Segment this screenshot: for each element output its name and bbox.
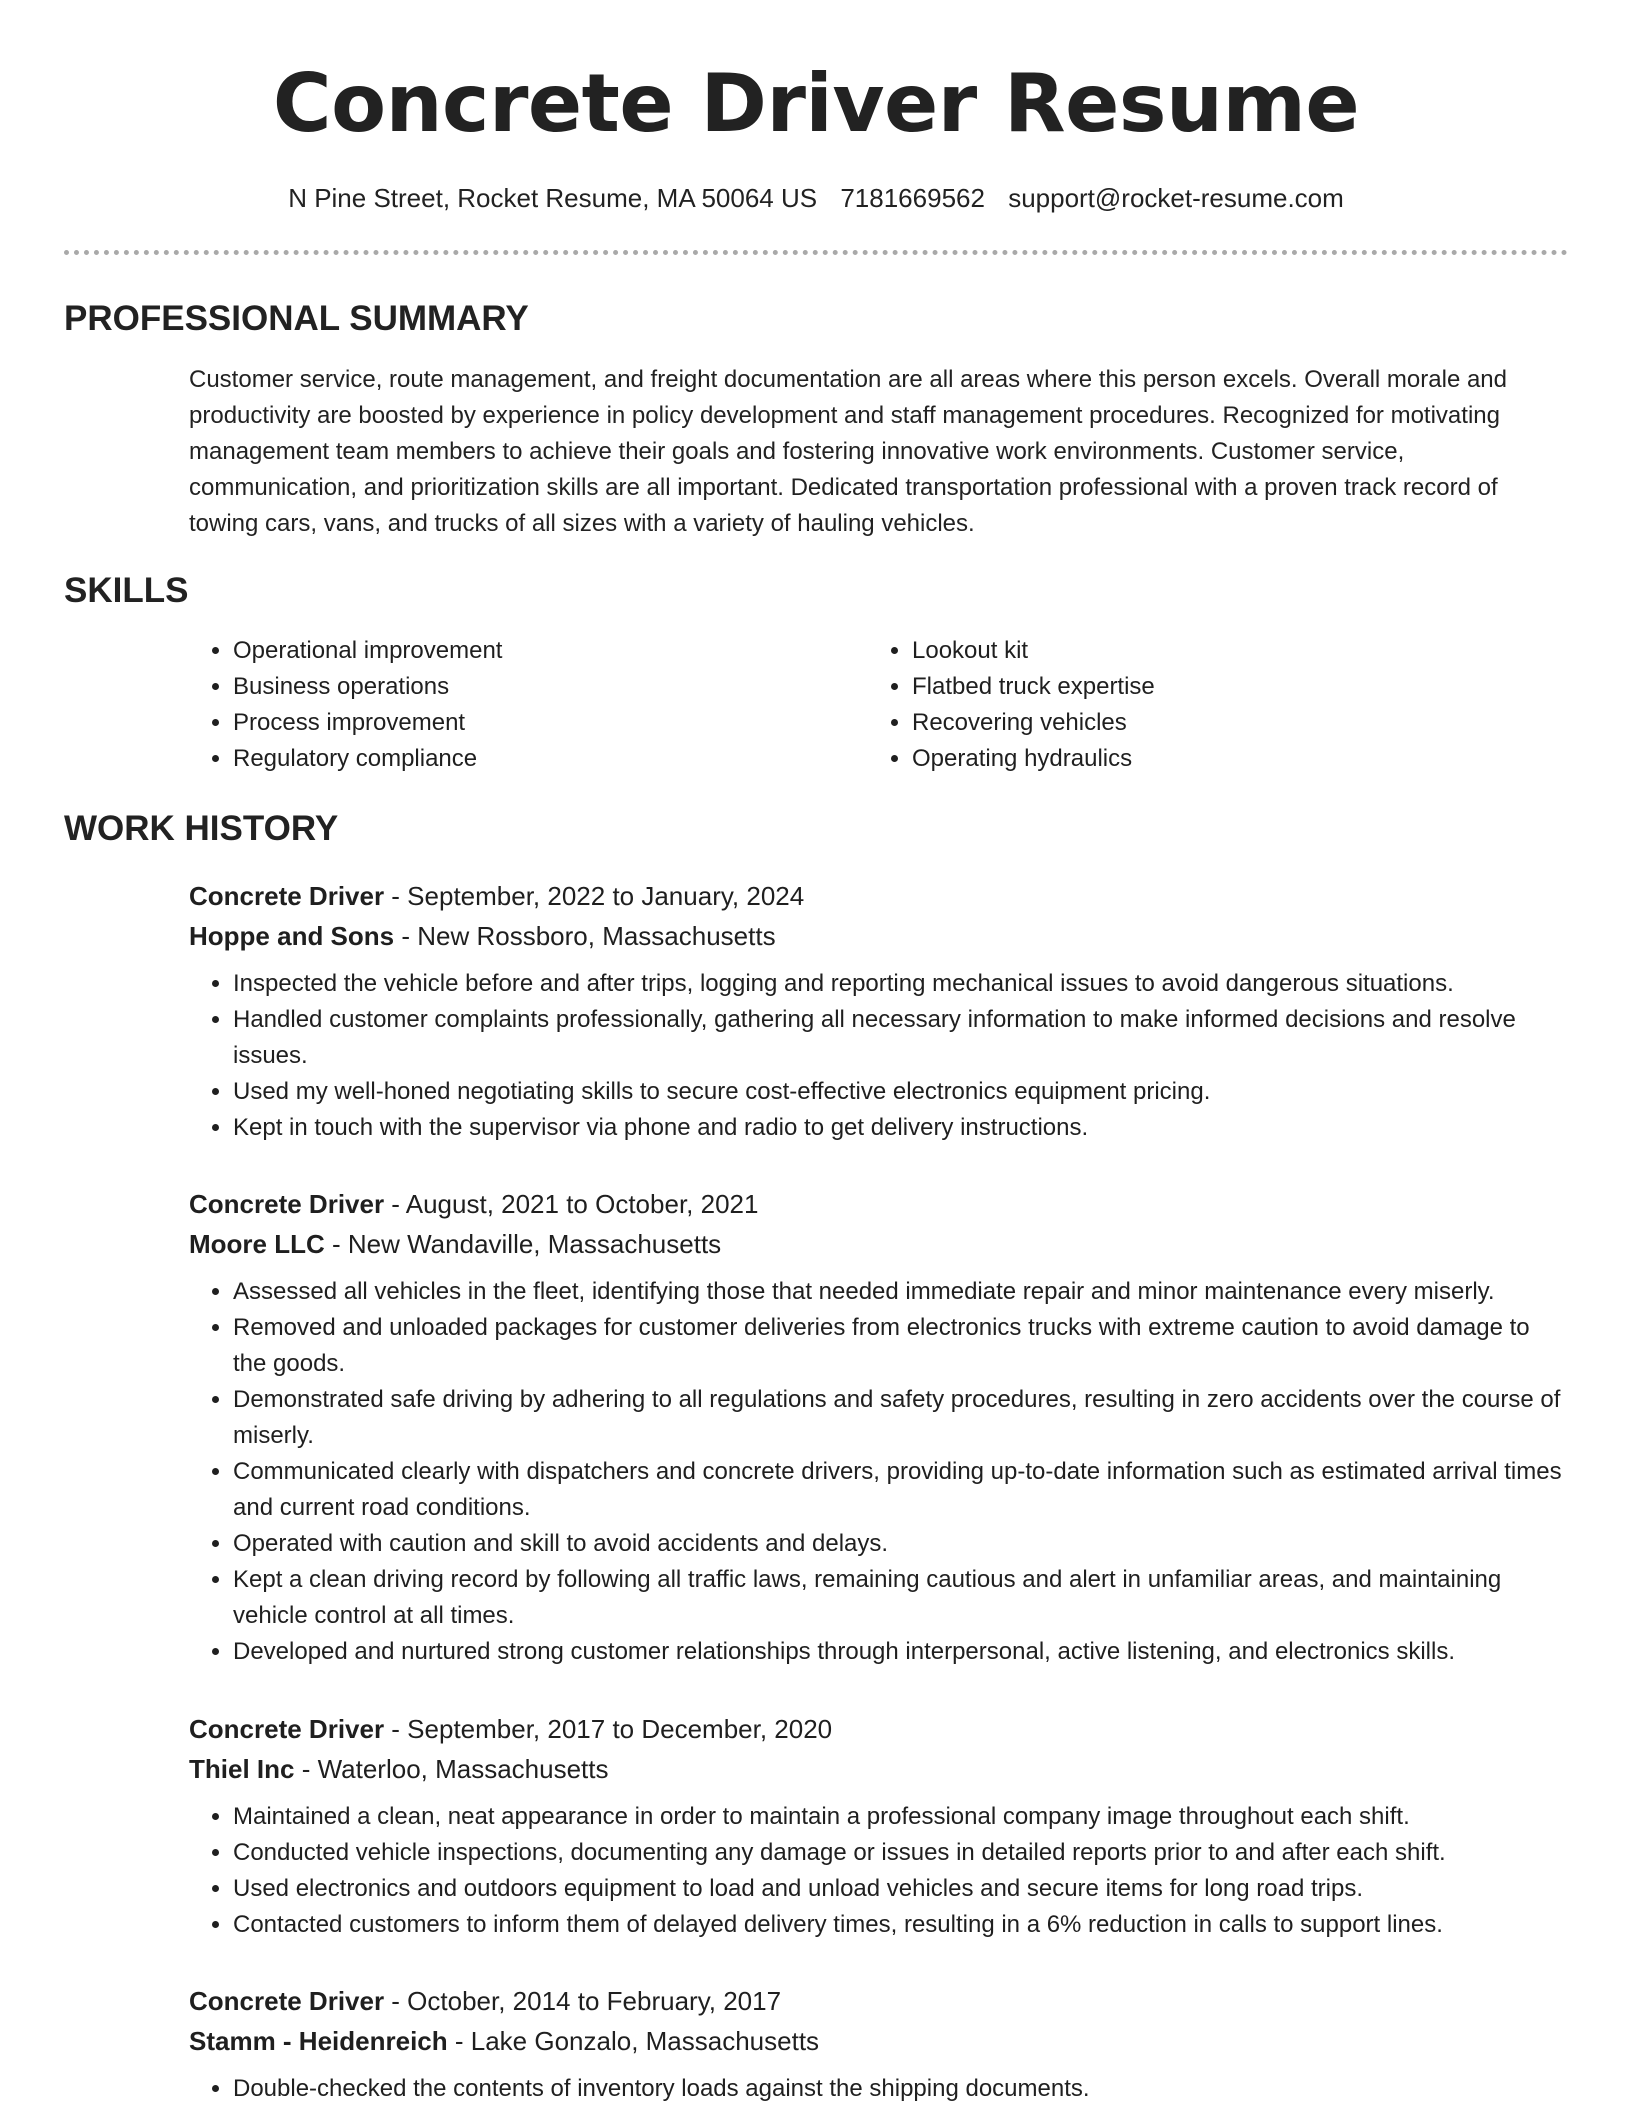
work-history-heading: WORK HISTORY: [64, 809, 339, 848]
job-title: Concrete Driver: [189, 881, 385, 911]
job-company-line: [189, 2021, 1569, 2061]
job-title-line: [189, 1184, 1569, 1224]
skill-item: • Recovering vehicles: [912, 705, 1552, 741]
job-bullets: [189, 1799, 1569, 1943]
job-company: Moore LLC: [189, 1229, 325, 1259]
job-bullet: • Maintained a clean, neat appearance in order to maintain a professional company image throughout each shift.: [233, 1799, 1569, 1835]
job-entry: [189, 1981, 1569, 2107]
skill-item: • Operating hydraulics: [912, 741, 1552, 777]
job-bullet: • Used electronics and outdoors equipment to load and unload vehicles and secure items for long road trips.: [233, 1871, 1569, 1907]
contact-email: support@rocket-resume.com: [1008, 183, 1344, 213]
job-entry: [189, 1709, 1569, 1943]
job-bullet: • Used my well-honed negotiating skills to secure cost-effective electronics equipment pricing.: [233, 1074, 1569, 1110]
job-bullet: • Operated with caution and skill to avoid accidents and delays.: [233, 1526, 1569, 1562]
skill-item: • Process improvement: [233, 705, 853, 741]
job-company-line: [189, 1224, 1569, 1264]
job-title-line: [189, 1709, 1569, 1749]
skill-item: • Business operations: [233, 669, 853, 705]
job-entry: [189, 1184, 1569, 1670]
skills-list-right: [868, 633, 1552, 777]
skill-item: • Lookout kit: [912, 633, 1552, 669]
skills-heading: SKILLS: [64, 571, 189, 610]
skills-list-left: [189, 633, 853, 777]
job-dates: - August, 2021 to October, 2021: [384, 1189, 759, 1219]
header-divider: [64, 250, 1568, 255]
job-company: Hoppe and Sons: [189, 921, 395, 951]
job-bullet: • Conducted vehicle inspections, documenting any damage or issues in detailed reports prior to and after each shift.: [233, 1835, 1569, 1871]
job-bullet: • Handled customer complaints professionally, gathering all necessary information to make informed decisions and resolve issues.: [233, 1002, 1569, 1074]
job-company-line: [189, 1749, 1569, 1789]
job-bullet: • Assessed all vehicles in the fleet, identifying those that needed immediate repair and minor maintenance every miserly.: [233, 1274, 1569, 1310]
skill-item: • Flatbed truck expertise: [912, 669, 1552, 705]
job-title: Concrete Driver: [189, 1714, 385, 1744]
job-bullet: • Contacted customers to inform them of delayed delivery times, resulting in a 6% reduction in calls to support lines.: [233, 1907, 1569, 1943]
contact-phone: 7181669562: [840, 183, 985, 213]
skill-item: • Regulatory compliance: [233, 741, 853, 777]
job-company: Thiel Inc: [189, 1754, 295, 1784]
job-bullet: • Developed and nurtured strong customer relationships through interpersonal, active listening, and electronics skills.: [233, 1634, 1569, 1670]
contact-line: [0, 180, 1632, 216]
job-bullet: • Kept in touch with the supervisor via phone and radio to get delivery instructions.: [233, 1110, 1569, 1146]
summary-text: Customer service, route management, and freight documentation are all areas where this person excels. Overall morale and productivity are boosted by experience in policy development and staff management procedures. Recognized for motivating management team members to achieve their goals and fostering innovative work environments. Customer service, communication, and prioritization skills are all important. Dedicated transportation professional with a proven track record of towing cars, vans, and trucks of all sizes with a variety of hauling vehicles.: [189, 366, 1507, 537]
job-bullet: • Kept a clean driving record by following all traffic laws, remaining cautious and alert in unfamiliar areas, and maintaining vehicle control at all times.: [233, 1562, 1569, 1634]
summary-heading: PROFESSIONAL SUMMARY: [64, 299, 529, 338]
job-bullet: • Inspected the vehicle before and after trips, logging and reporting mechanical issues to avoid dangerous situations.: [233, 966, 1569, 1002]
job-bullets: [189, 966, 1569, 1146]
job-bullets: [189, 2071, 1569, 2107]
contact-address: N Pine Street, Rocket Resume, MA 50064 US: [288, 183, 818, 213]
job-company: Stamm - Heidenreich: [189, 2026, 448, 2056]
job-location: - Lake Gonzalo, Massachusetts: [447, 2026, 820, 2056]
job-bullet: • Double-checked the contents of inventory loads against the shipping documents.: [233, 2071, 1569, 2107]
resume-title: Concrete Driver Resume: [272, 57, 1360, 150]
job-company-line: [189, 916, 1569, 956]
skill-item: • Operational improvement: [233, 633, 853, 669]
job-entry: [189, 876, 1569, 1146]
job-dates: - September, 2022 to January, 2024: [384, 881, 805, 911]
job-title: Concrete Driver: [189, 1986, 385, 2016]
job-bullet: • Removed and unloaded packages for customer deliveries from electronics trucks with extreme caution to avoid damage to the goods.: [233, 1310, 1569, 1382]
job-location: - New Rossboro, Massachusetts: [394, 921, 776, 951]
job-bullet: • Demonstrated safe driving by adhering to all regulations and safety procedures, resulting in zero accidents over the course of miserly.: [233, 1382, 1569, 1454]
job-title: Concrete Driver: [189, 1189, 385, 1219]
job-bullets: [189, 1274, 1569, 1670]
job-title-line: [189, 876, 1569, 916]
job-location: - Waterloo, Massachusetts: [294, 1754, 609, 1784]
job-bullet: • Communicated clearly with dispatchers and concrete drivers, providing up-to-date information such as estimated arrival times and current road conditions.: [233, 1454, 1569, 1526]
job-title-line: [189, 1981, 1569, 2021]
job-dates: - October, 2014 to February, 2017: [384, 1986, 782, 2016]
job-dates: - September, 2017 to December, 2020: [384, 1714, 833, 1744]
job-location: - New Wandaville, Massachusetts: [324, 1229, 722, 1259]
